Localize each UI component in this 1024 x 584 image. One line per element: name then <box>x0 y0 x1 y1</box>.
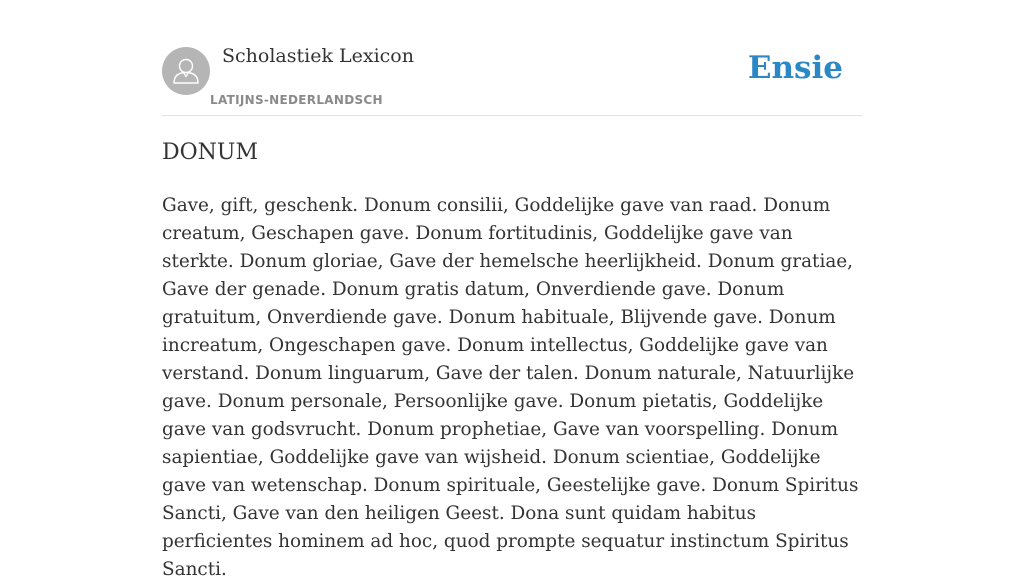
entry-title: DONUM <box>162 140 258 165</box>
avatar[interactable] <box>162 47 210 95</box>
source-subtitle: LATIJNS-NEDERLANDSCH <box>210 93 383 107</box>
entry-body: Gave, gift, geschenk. Donum consilii, Goddelijke gave van raad. Donum creatum, Geschapen gave. Donum fortitudinis, Goddelijke gave van sterkte. Donum gloriae, Gave der hemelsche heerlijkheid. Donum gratiae, Gave der genade. Donum gratis datum, Onverdiende gave. Donum gratuitum, Onverdiende gave. Donum habituale, Blijvende gave. Donum increatum, Ongeschapen gave. Donum intellectus, Goddelijke gave van verstand. Donum linguarum, Gave der talen. Donum naturale, Natuurlijke gave. Donum personale, Persoonlijke gave. Donum pietatis, Goddelijke gave van godsvrucht. Donum prophetiae, Gave van voorspelling. Donum sapientiae, Goddelijke gave van wijsheid. Donum scientiae, Goddelijke gave van wetenschap. Donum spirituale, Geestelijke gave. Donum Spiritus Sancti, Gave van den heiligen Geest. Dona sunt quidam habitus perficientes hominem ad hoc, quod prompte sequatur instinctum Spiritus Sancti. <box>162 195 859 580</box>
brand-logo[interactable]: Ensie <box>747 50 843 86</box>
header-divider <box>162 115 862 116</box>
source-title[interactable]: Scholastiek Lexicon <box>222 45 414 67</box>
user-icon <box>162 47 210 95</box>
